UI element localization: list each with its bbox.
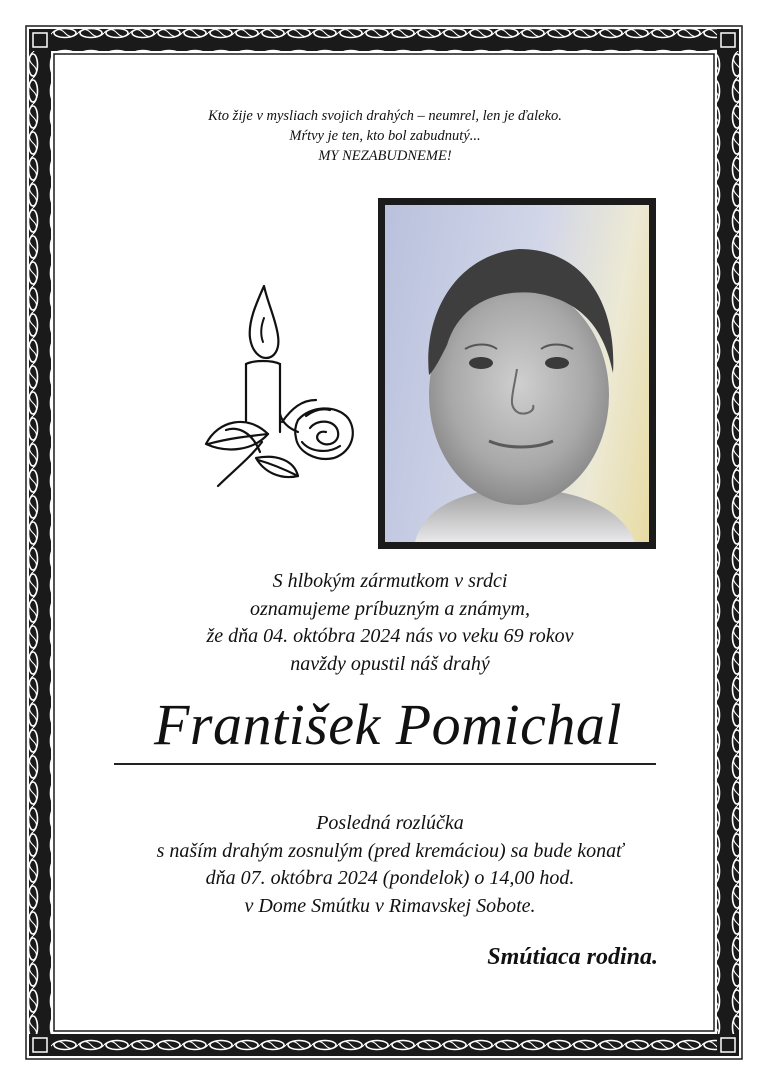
family-signature: Smútiaca rodina. <box>487 944 658 970</box>
deceased-name: František Pomichal <box>153 692 623 757</box>
name-underline <box>114 763 656 765</box>
quote-line-1: Kto žije v mysliach svojich drahých – neumrel, len je ďaleko. <box>208 108 562 124</box>
farewell-line-2: s naším drahým zosnulým (pred kremáciou) sa bude konať <box>156 839 624 862</box>
farewell-details <box>110 810 670 920</box>
memorial-quote <box>90 106 680 166</box>
quote-line-3: MY NEZABUDNEME! <box>318 148 452 164</box>
quote-line-2: Mŕtvy je ten, kto bol zabudnutý... <box>289 128 481 144</box>
announcement-line-1: S hlbokým zármutkom v srdci <box>272 570 508 592</box>
candle-rose-icon <box>198 282 363 492</box>
announcement-line-3: že dňa 04. októbra 2024 nás vo veku 69 rokov <box>206 625 574 647</box>
portrait-photo <box>385 205 649 542</box>
announcement-line-2: oznamujeme príbuzným a známym, <box>250 597 530 620</box>
farewell-line-4: v Dome Smútku v Rimavskej Sobote. <box>244 894 536 917</box>
farewell-line-1: Posledná rozlúčka <box>316 812 464 834</box>
announcement-line-4: navždy opustil náš drahý <box>290 652 490 675</box>
portrait-frame <box>378 198 656 549</box>
announcement-text <box>140 568 640 678</box>
farewell-line-3: dňa 07. októbra 2024 (pondelok) o 14,00 hod. <box>205 867 575 889</box>
